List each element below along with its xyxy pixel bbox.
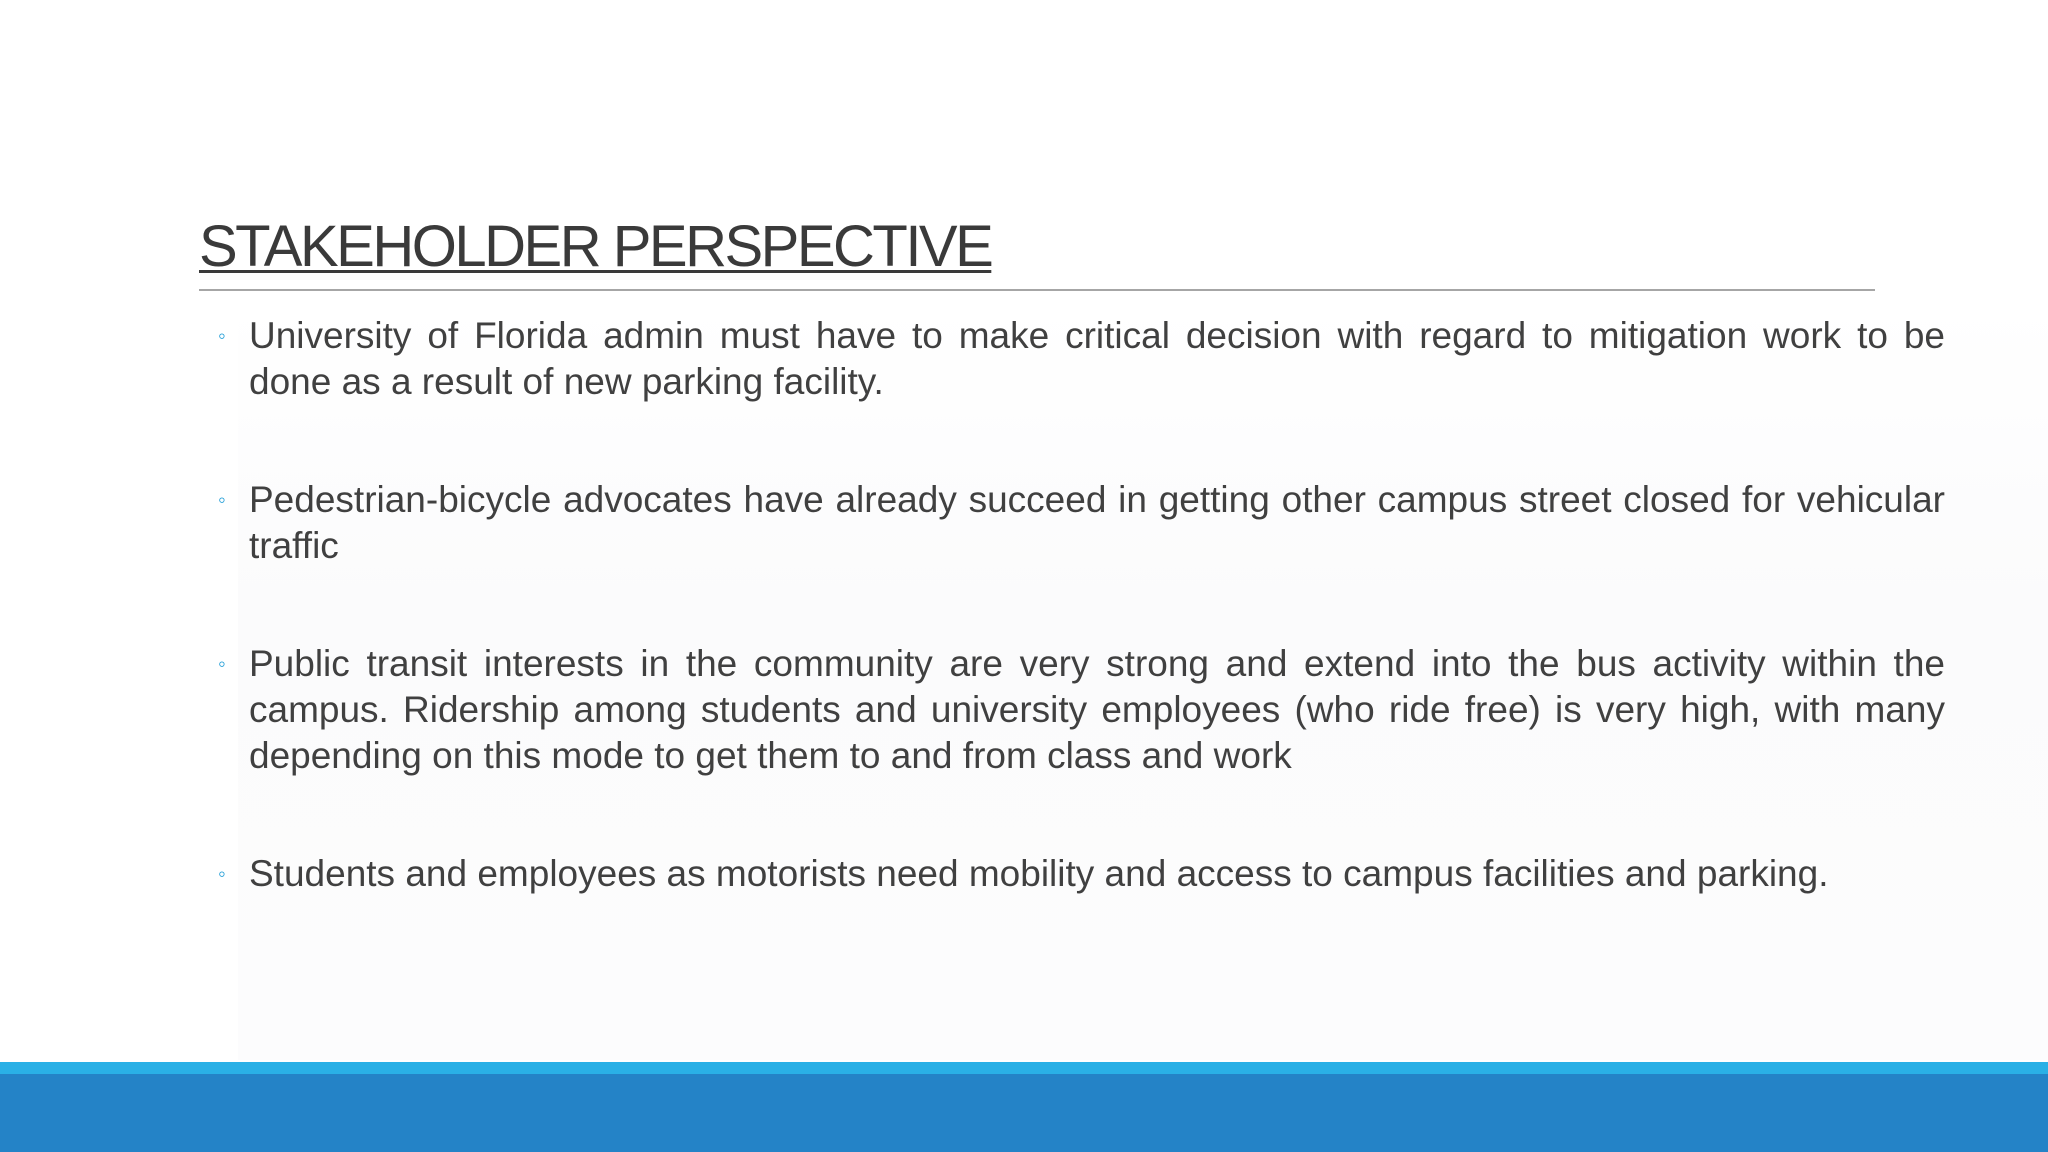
- bullet-circle-icon: ◦: [218, 651, 226, 676]
- title-divider: [199, 289, 1875, 291]
- slide-title: STAKEHOLDER PERSPECTIVE: [199, 214, 992, 279]
- bullet-circle-icon: ◦: [218, 323, 226, 348]
- bullet-text: Public transit interests in the community are very strong and extend into the bus activity within the campus. Ridership among students and university employees (who ride free) is very high, with many depending on this mode to get them to and from class and work: [249, 643, 1945, 776]
- bullet-item: [218, 641, 1945, 779]
- bullet-item: [218, 313, 1945, 405]
- bullet-item: [218, 477, 1945, 569]
- bullet-circle-icon: ◦: [218, 861, 226, 886]
- footer-accent-stripe: [0, 1062, 2048, 1074]
- bullet-list: [218, 313, 1945, 897]
- footer-bar: [0, 1074, 2048, 1152]
- bullet-text: Students and employees as motorists need mobility and access to campus facilities and parking.: [249, 853, 1829, 894]
- bullet-text: Pedestrian-bicycle advocates have already succeed in getting other campus street closed for vehicular traffic: [249, 479, 1945, 566]
- bullet-item: [218, 851, 1945, 897]
- bullet-text: University of Florida admin must have to make critical decision with regard to mitigation work to be done as a result of new parking facility.: [249, 315, 1945, 402]
- bullet-circle-icon: ◦: [218, 487, 226, 512]
